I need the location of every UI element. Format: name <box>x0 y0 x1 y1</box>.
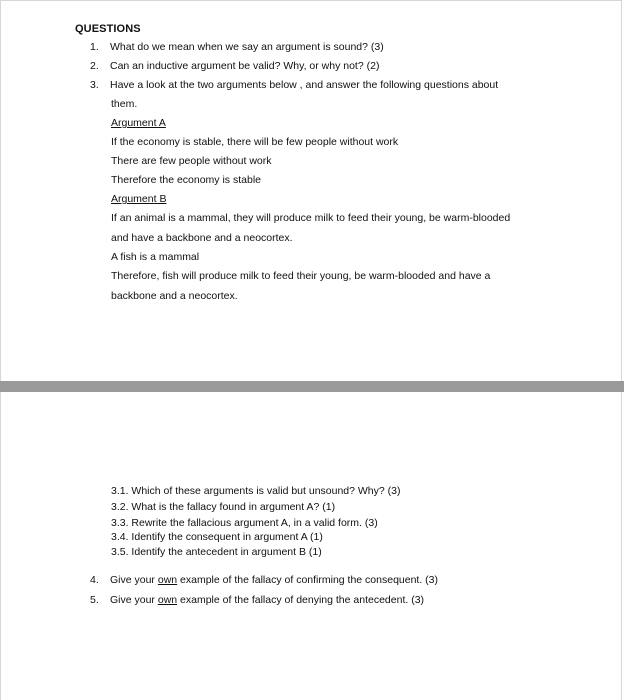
question-5-number: 5. <box>90 594 99 606</box>
question-2-number: 2. <box>90 60 99 72</box>
question-5-own: own <box>157 594 178 606</box>
argument-b-title: Argument B <box>111 193 167 205</box>
question-4-own: own <box>157 574 178 586</box>
question-1-text: What do we mean when we say an argument is sound? (3) <box>110 41 384 53</box>
question-5-text-end: example of the fallacy of denying the antecedent. (3) <box>177 594 425 606</box>
subquestion-3-5: 3.5. Identify the antecedent in argument B (1) <box>111 546 322 558</box>
argument-b-premise-2: A fish is a mammal <box>111 251 200 263</box>
argument-b-conclusion: Therefore, fish will produce milk to feed their young, be warm-blooded and have a <box>111 270 491 282</box>
question-5 <box>90 594 424 606</box>
question-3-text: Have a look at the two arguments below , and answer the following questions about <box>110 79 499 91</box>
argument-b-premise-1: If an animal is a mammal, they will produce milk to feed their young, be warm-blooded <box>111 212 511 224</box>
subquestion-3-2: 3.2. What is the fallacy found in argument A? (1) <box>111 501 336 513</box>
argument-b-premise-1-cont: and have a backbone and a neocortex. <box>111 232 293 244</box>
question-3-continued: them. <box>111 98 138 110</box>
argument-b-conclusion-cont: backbone and a neocortex. <box>111 290 238 302</box>
question-2-text: Can an inductive argument be valid? Why, or why not? (2) <box>110 60 380 72</box>
argument-a-title: Argument A <box>111 117 166 129</box>
question-3-number: 3. <box>90 79 99 91</box>
question-4-text-end: example of the fallacy of confirming the consequent. (3) <box>177 574 439 586</box>
question-4 <box>90 574 438 586</box>
question-5-text-start: Give your <box>110 594 158 606</box>
question-4-number: 4. <box>90 574 99 586</box>
subquestion-3-4: 3.4. Identify the consequent in argument A (1) <box>111 531 323 543</box>
question-1 <box>90 41 384 53</box>
question-2 <box>90 60 379 72</box>
subquestion-3-1: 3.1. Which of these arguments is valid but unsound? Why? (3) <box>111 485 401 497</box>
argument-a-premise-1: If the economy is stable, there will be few people without work <box>111 136 399 148</box>
page-break <box>0 381 624 392</box>
argument-a-conclusion: Therefore the economy is stable <box>111 174 261 186</box>
question-1-number: 1. <box>90 41 99 53</box>
question-4-text-start: Give your <box>110 574 158 586</box>
argument-a-premise-2: There are few people without work <box>111 155 272 167</box>
question-3 <box>90 79 498 91</box>
questions-heading: QUESTIONS <box>75 23 141 35</box>
subquestion-3-3: 3.3. Rewrite the fallacious argument A, in a valid form. (3) <box>111 517 378 529</box>
